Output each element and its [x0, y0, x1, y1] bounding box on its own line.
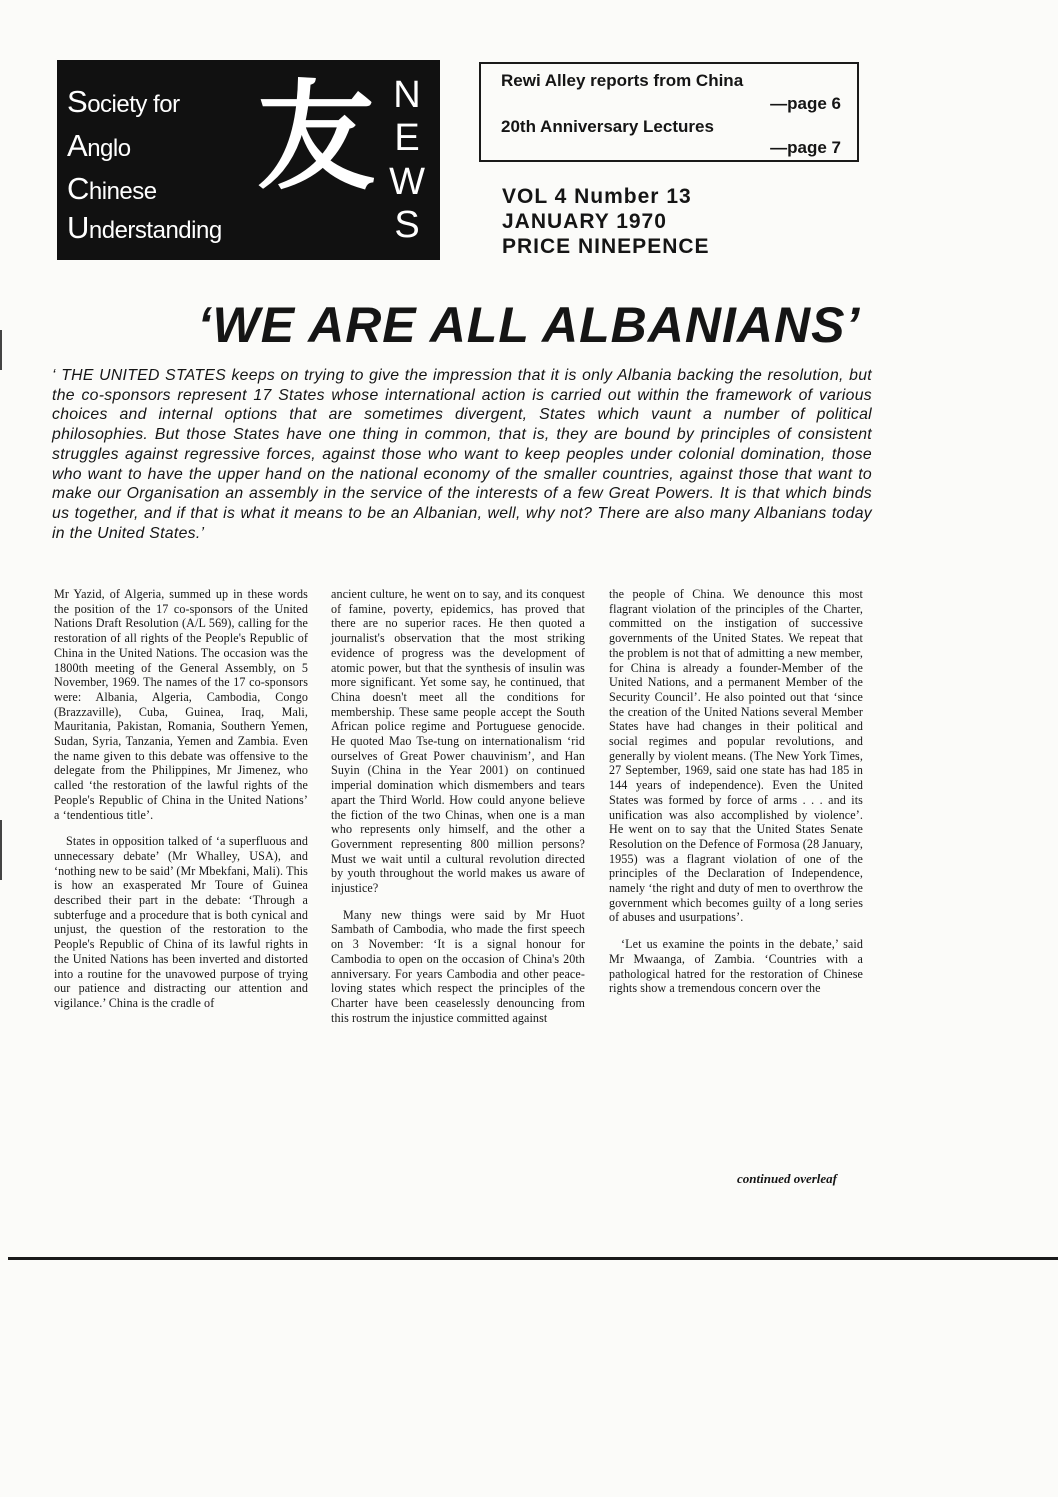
- friendship-character: 友: [257, 67, 376, 206]
- news-letter-n: N: [393, 74, 421, 116]
- contents-item-2-page: —page 7: [770, 138, 841, 157]
- continued-overleaf-note: continued overleaf: [737, 1171, 838, 1186]
- lead-quote: ‘ THE UNITED STATES keeps on trying to give the impression that it is only Albania backing the resolution, but the co-sponsors represent 17 States whose international action is carried out within the framework of various choices and internal options that are sometimes divergent, States which vaunt a number of political philosophies. But those States have one thing in common, that is, they are bound by principles of consistent struggles against regressive forces, against those who want to keep peoples under colonial domination, those who want to have the upper hand on the national economy of the smaller countries, against those that want to make our Organisation an assembly in the service of the interests of a few Great Powers. It is that which binds us together, and if that is what it means to be an Albanian, well, why not? There are also many Albanians today in the United States.’: [52, 367, 872, 542]
- margin-scan-mark: [0, 820, 2, 880]
- masthead-logo: [57, 60, 440, 260]
- bottom-rule: [8, 1257, 1058, 1260]
- contents-item-1-title: Rewi Alley reports from China: [501, 71, 744, 90]
- issue-price: PRICE NINEPENCE: [502, 235, 710, 258]
- contents-item-2-title: 20th Anniversary Lectures: [501, 117, 714, 136]
- column-3-paragraph-2: ‘Let us examine the points in the debate,’ said Mr Mwaanga, of Zambia. ‘Countries with a pathological hatred for the restoration of Chinese rights show a tremendous concern over the: [609, 937, 863, 996]
- issue-volume: VOL 4 Number 13: [502, 185, 692, 208]
- column-2-paragraph-2: Many new things were said by Mr Huot Sambath of Cambodia, who made the first speech on 3 November: ‘It is a signal honour for Cambodia to open on the occasion of China's 20th anniversary. For years Cambodia and other peace-loving states which respect the principles of the Charter have been ceaselessly denouncing from this rostrum the injustice committed against: [331, 907, 585, 1025]
- issue-date: JANUARY 1970: [502, 210, 667, 233]
- page-headline: ‘WE ARE ALL ALBANIANS’: [197, 297, 861, 353]
- article-column-3: [609, 587, 863, 1008]
- article-column-1: [54, 587, 308, 1023]
- masthead-society-line-4: Understanding: [67, 210, 222, 245]
- margin-scan-mark: [0, 330, 2, 370]
- column-1-paragraph-2: States in opposition talked of ‘a superfluous and unnecessary debate’ (Mr Whalley, USA), and ‘nothing new to be said’ (Mr Mbekfani, Mali). This is how an exasperated Mr Toure of Guinea described their part in the debate: ‘Through a subterfuge and a procedure that is both cynical and unjust, the question of the restoration to the People's Republic of China of its lawful rights in the United Nations has been inverted and distorted into a routine for the unavowed purpose of trying our patience and distracting our attention and vigilance.’ China is the cradle of: [54, 834, 308, 1010]
- news-letter-e: E: [394, 117, 420, 159]
- column-1-paragraph-1: Mr Yazid, of Algeria, summed up in these words the position of the 17 co-sponsors of the United Nations Draft Resolution (A/L 569), calling for the restoration of all rights of the People's Republic of China in the United Nations. The occasion was the 1800th meeting of the General Assembly, on 5 November, 1969. The names of the 17 co-sponsors were: Albania, Algeria, Cambodia, Congo (Brazzaville), Cuba, Guinea, Iraq, Mali, Mauritania, Pakistan, Romania, Southern Yemen, Sudan, Syria, Tanzania, Yemen and Zambia. Even the name given to this debate was offensive to the delegate from the Philippines, Mr Jimenez, who called ‘the restoration of the lawful rights of the People's Republic of China in the United Nations’ a ‘tendentious title’.: [54, 587, 308, 822]
- masthead-society-line-3: Chinese: [67, 171, 157, 206]
- article-column-2: [331, 587, 585, 1037]
- contents-box: [479, 62, 859, 162]
- column-3-paragraph-1: the people of China. We denounce this most flagrant violation of the principles of the Charter, committed on the instigation of successive governments of the United States. We repeat that the problem is not that of admitting a new member, for China is already a founder-Member of the United Nations, and a permanent Member of the Security Council’. He also pointed out that ‘since the creation of the United Nations several Member States have had changes in their political and social regimes and popular revolutions, and generally by violent means. (The New York Times, 27 September, 1969, said one state has had 185 in 144 years of independence). Even the United States was formed by force of arms . . . and its unification was also accomplished by violence’. He went on to say that the United States Senate Resolution on the Defence of Formosa (28 January, 1955) was a flagrant violation of one of the principles of the Declaration of Independence, namely ‘the right and duty of men to overthrow the government which becomes guilty of a long series of abuses and usurpations’.: [609, 587, 863, 925]
- news-letter-s: S: [394, 204, 420, 246]
- contents-item-1-page: —page 6: [770, 94, 841, 113]
- news-letter-w: W: [389, 161, 425, 203]
- masthead-society-line-1: Society for: [67, 84, 180, 119]
- column-2-paragraph-1: ancient culture, he went on to say, and its conquest of famine, poverty, epidemics, has proved that there are no superior races. He then quoted a journalist's observation that the most striking evidence of progress was the development of atomic power, but that the synthesis of insulin was more significant. Yet some say, he continued, that China doesn't meet all the conditions for membership. These same people accept the South African police regime and Portuguese genocide. He quoted Mao Tse-tung on internationalism ‘rid ourselves of Great Power chauvinism’, and Han Suyin (China in the Year 2001) on continued imperial domination which dismembers and tears apart the Third World. How could anyone believe the fiction of the two Chinas, when one is a man who represents only himself, and the other a Government representing 800 million persons? Must we wait until a cultural revolution directed by youth throughout the world makes us aware of injustice?: [331, 587, 585, 896]
- masthead-society-line-2: Anglo: [67, 128, 131, 163]
